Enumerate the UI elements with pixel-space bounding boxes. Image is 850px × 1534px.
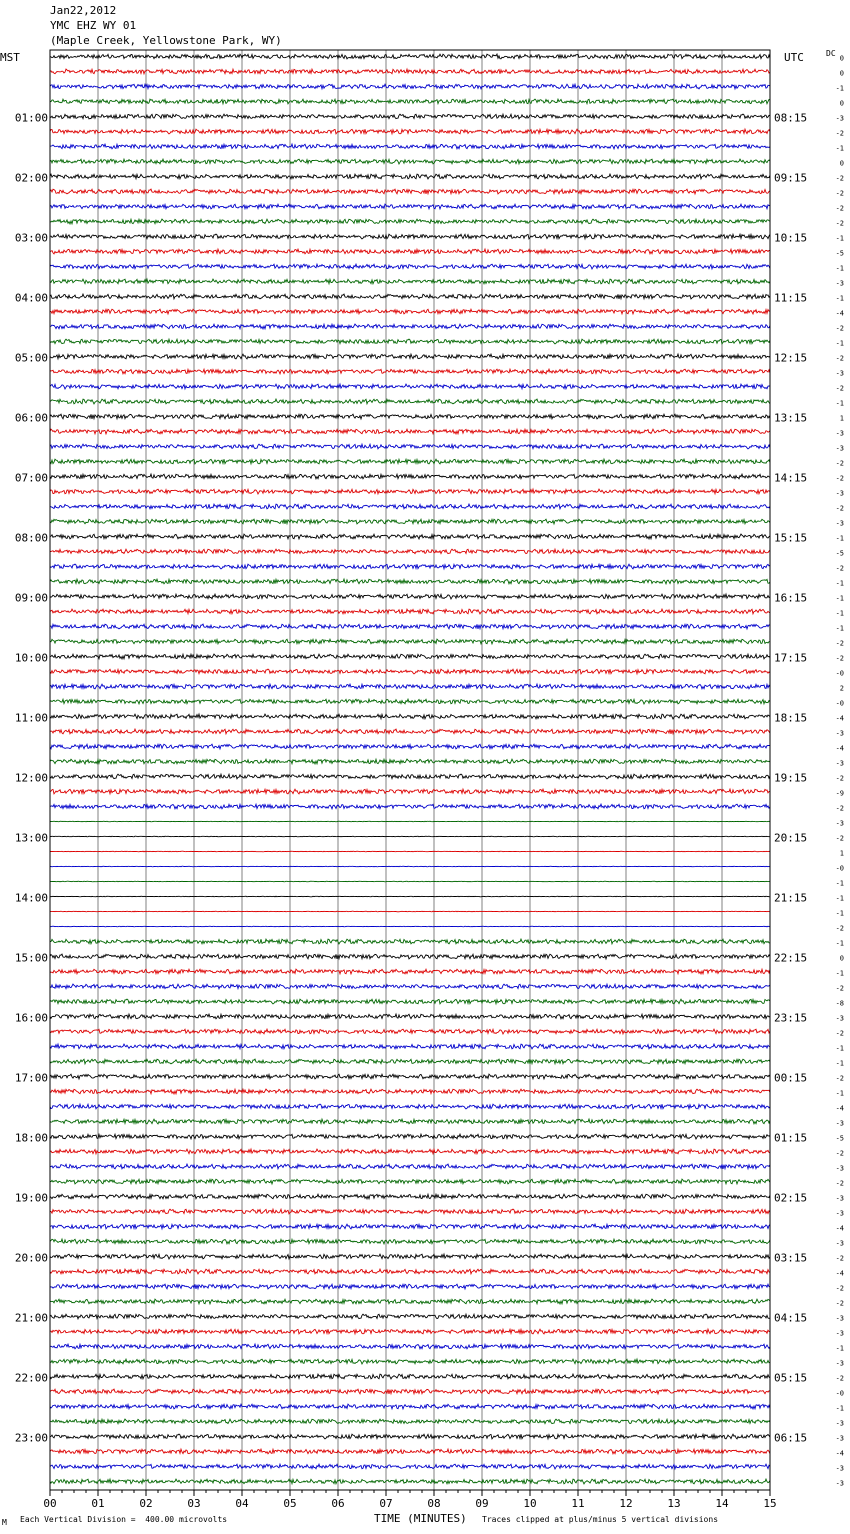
trace-40 [50, 639, 770, 644]
dc-offset-label: -4 [835, 1104, 844, 1113]
dc-offset-label: -3 [835, 1194, 844, 1203]
dc-offset-label: -5 [835, 249, 844, 258]
x-tick-label: 06 [331, 1497, 345, 1510]
dc-offset-label: -3 [835, 1329, 844, 1338]
trace-16 [50, 279, 770, 284]
utc-hour-label: 03:15 [774, 1251, 808, 1265]
utc-hour-label: 20:15 [774, 831, 808, 845]
dc-offset-label: -5 [835, 1134, 844, 1143]
dc-offset-label: -3 [835, 369, 844, 378]
dc-offset-label: -4 [835, 1224, 844, 1233]
dc-offset-labels [836, 55, 844, 1488]
trace-55 [50, 866, 770, 867]
mst-hour-label: 14:00 [14, 891, 48, 905]
trace-28 [50, 459, 770, 464]
utc-hour-label: 18:15 [774, 711, 808, 725]
trace-36 [50, 579, 770, 584]
mst-hour-label: 19:00 [14, 1191, 48, 1205]
trace-14 [50, 249, 770, 254]
x-tick-label: 02 [139, 1497, 153, 1510]
trace-8 [50, 159, 770, 164]
x-tick-label: 03 [187, 1497, 201, 1510]
trace-72 [50, 1119, 770, 1124]
dc-offset-label: -1 [835, 339, 844, 348]
utc-hour-label: 22:15 [774, 951, 808, 965]
mst-hour-label: 20:00 [14, 1251, 48, 1265]
dc-offset-label: -1 [835, 1089, 844, 1098]
dc-offset-label: -0 [835, 669, 844, 678]
utc-hour-label: 13:15 [774, 411, 808, 425]
dc-offset-label: -5 [835, 549, 844, 558]
left-timezone-label: MST [0, 51, 20, 64]
utc-hour-label: 23:15 [774, 1011, 808, 1025]
dc-offset-label: -3 [835, 1434, 844, 1443]
x-tick-label: 10 [523, 1497, 537, 1510]
trace-65 [50, 1014, 770, 1019]
mst-hour-label: 02:00 [14, 171, 48, 185]
dc-offset-label: -2 [835, 474, 844, 483]
trace-5 [50, 114, 770, 119]
trace-59 [50, 926, 770, 927]
x-tick-label: 11 [571, 1497, 585, 1510]
dc-offset-label: -1 [835, 144, 844, 153]
trace-37 [50, 594, 770, 599]
dc-offset-label: -1 [835, 234, 844, 243]
dc-offset-label: -3 [835, 1239, 844, 1248]
dc-offset-label: -1 [835, 879, 844, 888]
trace-90 [50, 1389, 770, 1394]
trace-31 [50, 504, 770, 509]
trace-58 [50, 911, 770, 912]
trace-87 [50, 1344, 770, 1349]
dc-offset-label: -2 [835, 189, 844, 198]
dc-offset-label: -3 [835, 729, 844, 738]
clip-note: Traces clipped at plus/minus 5 vertical divisions [482, 1515, 719, 1524]
trace-10 [50, 189, 770, 194]
trace-76 [50, 1179, 770, 1184]
mst-hour-label: 10:00 [14, 651, 48, 665]
dc-offset-label: -2 [835, 324, 844, 333]
dc-offset-label: -3 [835, 444, 844, 453]
dc-offset-label: -3 [835, 1464, 844, 1473]
trace-79 [50, 1224, 770, 1229]
trace-lines [50, 54, 770, 1484]
corner-mark: M [2, 1518, 7, 1527]
trace-6 [50, 129, 770, 134]
trace-35 [50, 564, 770, 569]
trace-38 [50, 609, 770, 614]
dc-offset-label: -3 [835, 1209, 844, 1218]
utc-hour-label: 05:15 [774, 1371, 808, 1385]
trace-1 [50, 54, 770, 59]
trace-91 [50, 1404, 770, 1409]
dc-offset-label: -2 [835, 774, 844, 783]
trace-30 [50, 489, 770, 494]
utc-hour-label: 21:15 [774, 891, 808, 905]
x-tick-label: 04 [235, 1497, 249, 1510]
dc-offset-label: -2 [835, 1374, 844, 1383]
trace-13 [50, 234, 770, 239]
trace-71 [50, 1104, 770, 1109]
dc-offset-label: -3 [835, 1419, 844, 1428]
mst-hour-label: 04:00 [14, 291, 48, 305]
mst-hour-label: 05:00 [14, 351, 48, 365]
dc-offset-label: -3 [835, 1314, 844, 1323]
trace-66 [50, 1029, 770, 1034]
dc-offset-label: -1 [835, 909, 844, 918]
trace-49 [50, 774, 770, 779]
trace-11 [50, 204, 770, 209]
trace-69 [50, 1074, 770, 1079]
dc-offset-label: -1 [835, 399, 844, 408]
dc-offset-label: -2 [835, 1074, 844, 1083]
trace-19 [50, 324, 770, 329]
trace-26 [50, 429, 770, 434]
trace-60 [50, 939, 770, 944]
dc-offset-label: 0 [839, 99, 844, 108]
utc-hour-label: 14:15 [774, 471, 808, 485]
trace-18 [50, 309, 770, 314]
utc-hour-label: 08:15 [774, 111, 808, 125]
mst-hour-label: 07:00 [14, 471, 48, 485]
trace-77 [50, 1194, 770, 1199]
dc-offset-label: -1 [835, 939, 844, 948]
dc-offset-label: -2 [835, 1284, 844, 1293]
trace-68 [50, 1059, 770, 1064]
dc-offset-label: -4 [835, 744, 844, 753]
mst-hour-label: 13:00 [14, 831, 48, 845]
trace-73 [50, 1134, 770, 1139]
dc-offset-label: -2 [835, 804, 844, 813]
trace-39 [50, 624, 770, 629]
dc-offset-label: -2 [835, 204, 844, 213]
utc-hour-label: 00:15 [774, 1071, 808, 1085]
mst-hour-label: 21:00 [14, 1311, 48, 1325]
mst-hour-label: 18:00 [14, 1131, 48, 1145]
dc-offset-label: -1 [835, 624, 844, 633]
trace-3 [50, 84, 770, 89]
trace-96 [50, 1479, 770, 1484]
trace-41 [50, 654, 770, 659]
mst-hour-label: 11:00 [14, 711, 48, 725]
trace-95 [50, 1464, 770, 1469]
trace-88 [50, 1359, 770, 1364]
trace-75 [50, 1164, 770, 1169]
dc-label: DC [826, 49, 836, 58]
division-note: Each Vertical Division = 400.00 microvolts [20, 1515, 228, 1524]
x-tick-label: 01 [91, 1497, 105, 1510]
dc-offset-label: -3 [835, 759, 844, 768]
utc-hour-label: 10:15 [774, 231, 808, 245]
trace-7 [50, 144, 770, 149]
trace-48 [50, 759, 770, 764]
right-timezone-label: UTC [784, 51, 804, 64]
trace-47 [50, 744, 770, 749]
dc-offset-label: -4 [835, 309, 844, 318]
dc-offset-label: -2 [835, 1149, 844, 1158]
dc-offset-label: 0 [839, 954, 844, 963]
utc-hour-label: 06:15 [774, 1431, 808, 1445]
dc-offset-label: -4 [835, 1449, 844, 1458]
mst-hour-label: 16:00 [14, 1011, 48, 1025]
trace-61 [50, 954, 770, 959]
dc-offset-label: -3 [835, 1479, 844, 1488]
trace-57 [50, 896, 770, 897]
dc-offset-label: -4 [835, 714, 844, 723]
dc-offset-label: -3 [835, 279, 844, 288]
dc-offset-label: -3 [835, 1359, 844, 1368]
utc-hour-label: 02:15 [774, 1191, 808, 1205]
dc-offset-label: 0 [839, 69, 844, 78]
dc-offset-label: 0 [839, 159, 844, 168]
dc-offset-label: -1 [835, 534, 844, 543]
dc-offset-label: -2 [835, 1299, 844, 1308]
trace-23 [50, 384, 770, 389]
dc-offset-label: 0 [839, 54, 844, 63]
trace-86 [50, 1329, 770, 1334]
header-location: (Maple Creek, Yellowstone Park, WY) [50, 34, 282, 47]
dc-offset-label: -1 [835, 1404, 844, 1413]
dc-offset-label: -1 [835, 894, 844, 903]
dc-offset-label: -3 [835, 1119, 844, 1128]
dc-offset-label: -1 [835, 1059, 844, 1068]
dc-offset-label: -3 [835, 519, 844, 528]
trace-64 [50, 999, 770, 1004]
x-tick-label: 09 [475, 1497, 489, 1510]
mst-hour-label: 17:00 [14, 1071, 48, 1085]
trace-12 [50, 219, 770, 224]
trace-92 [50, 1419, 770, 1424]
dc-offset-label: -0 [835, 1389, 844, 1398]
trace-70 [50, 1089, 770, 1094]
utc-hour-label: 19:15 [774, 771, 808, 785]
dc-offset-label: -2 [835, 1179, 844, 1188]
mst-hour-label: 08:00 [14, 531, 48, 545]
trace-50 [50, 789, 770, 794]
dc-offset-label: 1 [839, 849, 844, 858]
trace-85 [50, 1314, 770, 1319]
utc-hour-label: 17:15 [774, 651, 808, 665]
trace-24 [50, 399, 770, 404]
dc-offset-label: -0 [835, 699, 844, 708]
trace-34 [50, 549, 770, 554]
dc-offset-label: -3 [835, 819, 844, 828]
dc-offset-label: -3 [835, 429, 844, 438]
trace-15 [50, 264, 770, 269]
mst-hour-label: 06:00 [14, 411, 48, 425]
mst-hour-label: 12:00 [14, 771, 48, 785]
trace-29 [50, 474, 770, 479]
dc-offset-label: -2 [835, 219, 844, 228]
trace-42 [50, 669, 770, 674]
utc-hour-labels [774, 112, 807, 1445]
dc-offset-label: -1 [835, 264, 844, 273]
trace-53 [50, 836, 770, 837]
dc-offset-label: -1 [835, 1044, 844, 1053]
dc-offset-label: -2 [835, 654, 844, 663]
trace-80 [50, 1239, 770, 1244]
dc-offset-label: -2 [835, 639, 844, 648]
x-tick-label: 14 [715, 1497, 729, 1510]
dc-offset-label: -2 [835, 984, 844, 993]
trace-2 [50, 69, 770, 74]
dc-offset-label: -2 [835, 354, 844, 363]
mst-hour-labels [15, 112, 48, 1445]
trace-52 [50, 821, 770, 822]
dc-offset-label: -3 [835, 489, 844, 498]
dc-offset-label: -2 [835, 834, 844, 843]
trace-25 [50, 414, 770, 419]
dc-offset-label: -1 [835, 969, 844, 978]
trace-22 [50, 369, 770, 374]
header-date: Jan22,2012 [50, 4, 117, 17]
dc-offset-label: -3 [835, 1014, 844, 1023]
trace-83 [50, 1284, 770, 1289]
dc-offset-label: -1 [835, 579, 844, 588]
x-tick-label: 12 [619, 1497, 633, 1510]
x-tick-label: 05 [283, 1497, 297, 1510]
dc-offset-label: -1 [835, 594, 844, 603]
trace-89 [50, 1374, 770, 1379]
trace-56 [50, 881, 770, 882]
trace-62 [50, 969, 770, 974]
trace-93 [50, 1434, 770, 1439]
trace-46 [50, 729, 770, 734]
dc-offset-label: -1 [835, 294, 844, 303]
utc-hour-label: 12:15 [774, 351, 808, 365]
x-axis-title: TIME (MINUTES) [374, 1512, 467, 1525]
trace-27 [50, 444, 770, 449]
dc-offset-label: -8 [835, 999, 844, 1008]
dc-offset-label: -1 [835, 84, 844, 93]
dc-offset-label: -2 [835, 459, 844, 468]
mst-hour-label: 03:00 [14, 231, 48, 245]
x-axis-ticks [43, 1490, 776, 1510]
dc-offset-label: -1 [835, 609, 844, 618]
dc-offset-label: -2 [835, 564, 844, 573]
dc-offset-label: -2 [835, 504, 844, 513]
trace-17 [50, 294, 770, 299]
mst-hour-label: 23:00 [14, 1431, 48, 1445]
trace-4 [50, 99, 770, 104]
trace-74 [50, 1149, 770, 1154]
dc-offset-label: -4 [835, 1269, 844, 1278]
utc-hour-label: 15:15 [774, 531, 808, 545]
trace-63 [50, 984, 770, 989]
utc-hour-label: 11:15 [774, 291, 808, 305]
dc-offset-label: -2 [835, 174, 844, 183]
dc-offset-label: 2 [839, 684, 844, 693]
dc-offset-label: 1 [839, 414, 844, 423]
dc-offset-label: -2 [835, 129, 844, 138]
x-tick-label: 00 [43, 1497, 57, 1510]
trace-20 [50, 339, 770, 344]
dc-offset-label: -0 [835, 864, 844, 873]
dc-offset-label: -3 [835, 114, 844, 123]
trace-84 [50, 1299, 770, 1304]
dc-offset-label: -2 [835, 384, 844, 393]
trace-44 [50, 699, 770, 704]
utc-hour-label: 16:15 [774, 591, 808, 605]
utc-hour-label: 04:15 [774, 1311, 808, 1325]
trace-9 [50, 174, 770, 179]
trace-67 [50, 1044, 770, 1049]
x-tick-label: 13 [667, 1497, 681, 1510]
utc-hour-label: 09:15 [774, 171, 808, 185]
mst-hour-label: 15:00 [14, 951, 48, 965]
trace-78 [50, 1209, 770, 1214]
trace-32 [50, 519, 770, 524]
dc-offset-label: -2 [835, 924, 844, 933]
mst-hour-label: 09:00 [14, 591, 48, 605]
header-station: YMC EHZ WY 01 [50, 19, 137, 32]
mst-hour-label: 01:00 [14, 111, 48, 125]
dc-offset-label: -3 [835, 1164, 844, 1173]
utc-hour-label: 01:15 [774, 1131, 808, 1145]
trace-51 [50, 804, 770, 809]
trace-94 [50, 1449, 770, 1454]
trace-21 [50, 354, 770, 359]
dc-offset-label: -1 [835, 1344, 844, 1353]
dc-offset-label: -2 [835, 1254, 844, 1263]
x-tick-label: 15 [763, 1497, 777, 1510]
trace-82 [50, 1269, 770, 1274]
x-tick-label: 07 [379, 1497, 393, 1510]
trace-54 [50, 851, 770, 852]
trace-81 [50, 1254, 770, 1259]
x-tick-label: 08 [427, 1497, 441, 1510]
dc-offset-label: -9 [835, 789, 844, 798]
trace-45 [50, 714, 770, 719]
mst-hour-label: 22:00 [14, 1371, 48, 1385]
dc-offset-label: -2 [835, 1029, 844, 1038]
trace-33 [50, 534, 770, 539]
trace-43 [50, 684, 770, 689]
